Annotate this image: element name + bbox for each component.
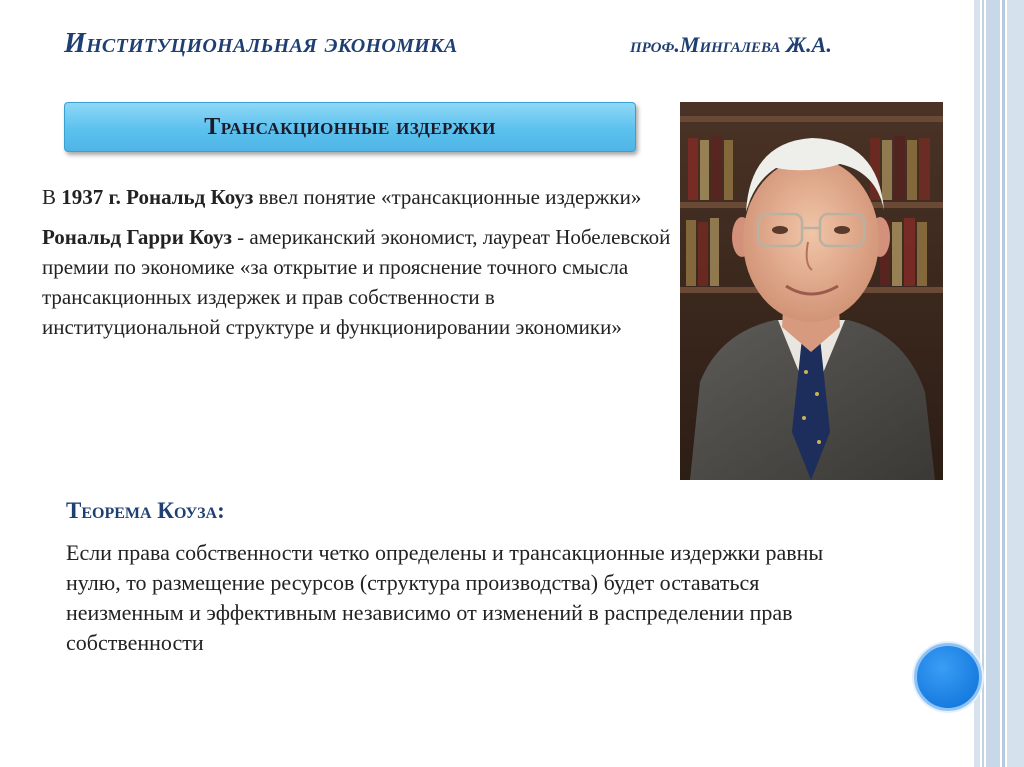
portrait-photo (680, 102, 943, 480)
intro-paragraph-2: Рональд Гарри Коуз - американский экономист, лауреат Нобелевской премии по экономике «за открытие и прояснение точного смысла трансакционных издержек и прав собственности в институциональной структуре и функционировании экономики» (42, 225, 671, 339)
slide-header (64, 28, 964, 68)
intro-text (42, 182, 672, 342)
section-banner (64, 102, 636, 152)
coase-name-bold: Рональд Гарри Коуз (42, 225, 232, 249)
portrait-image (680, 102, 943, 480)
year-name-bold: 1937 г. Рональд Коуз (61, 185, 254, 209)
slide-title: Институциональная экономика (64, 28, 458, 59)
author-name: проф.Мингалева Ж.А. (630, 32, 832, 57)
theorem-text: Если права собственности четко определены и трансакционные издержки равны нулю, то размещение ресурсов (структура производства) будет оставаться неизменным и эффективным независимо от изменений в распределении прав собственности (66, 540, 824, 655)
decorative-circle (914, 643, 982, 711)
banner-label: Трансакционные издержки (204, 113, 496, 140)
intro-paragraph-1: В 1937 г. Рональд Коуз ввел понятие «трансакционные издержки» (42, 185, 642, 209)
decorative-stripes (974, 0, 1024, 767)
theorem-title: Теорема Коуза: (66, 498, 225, 523)
